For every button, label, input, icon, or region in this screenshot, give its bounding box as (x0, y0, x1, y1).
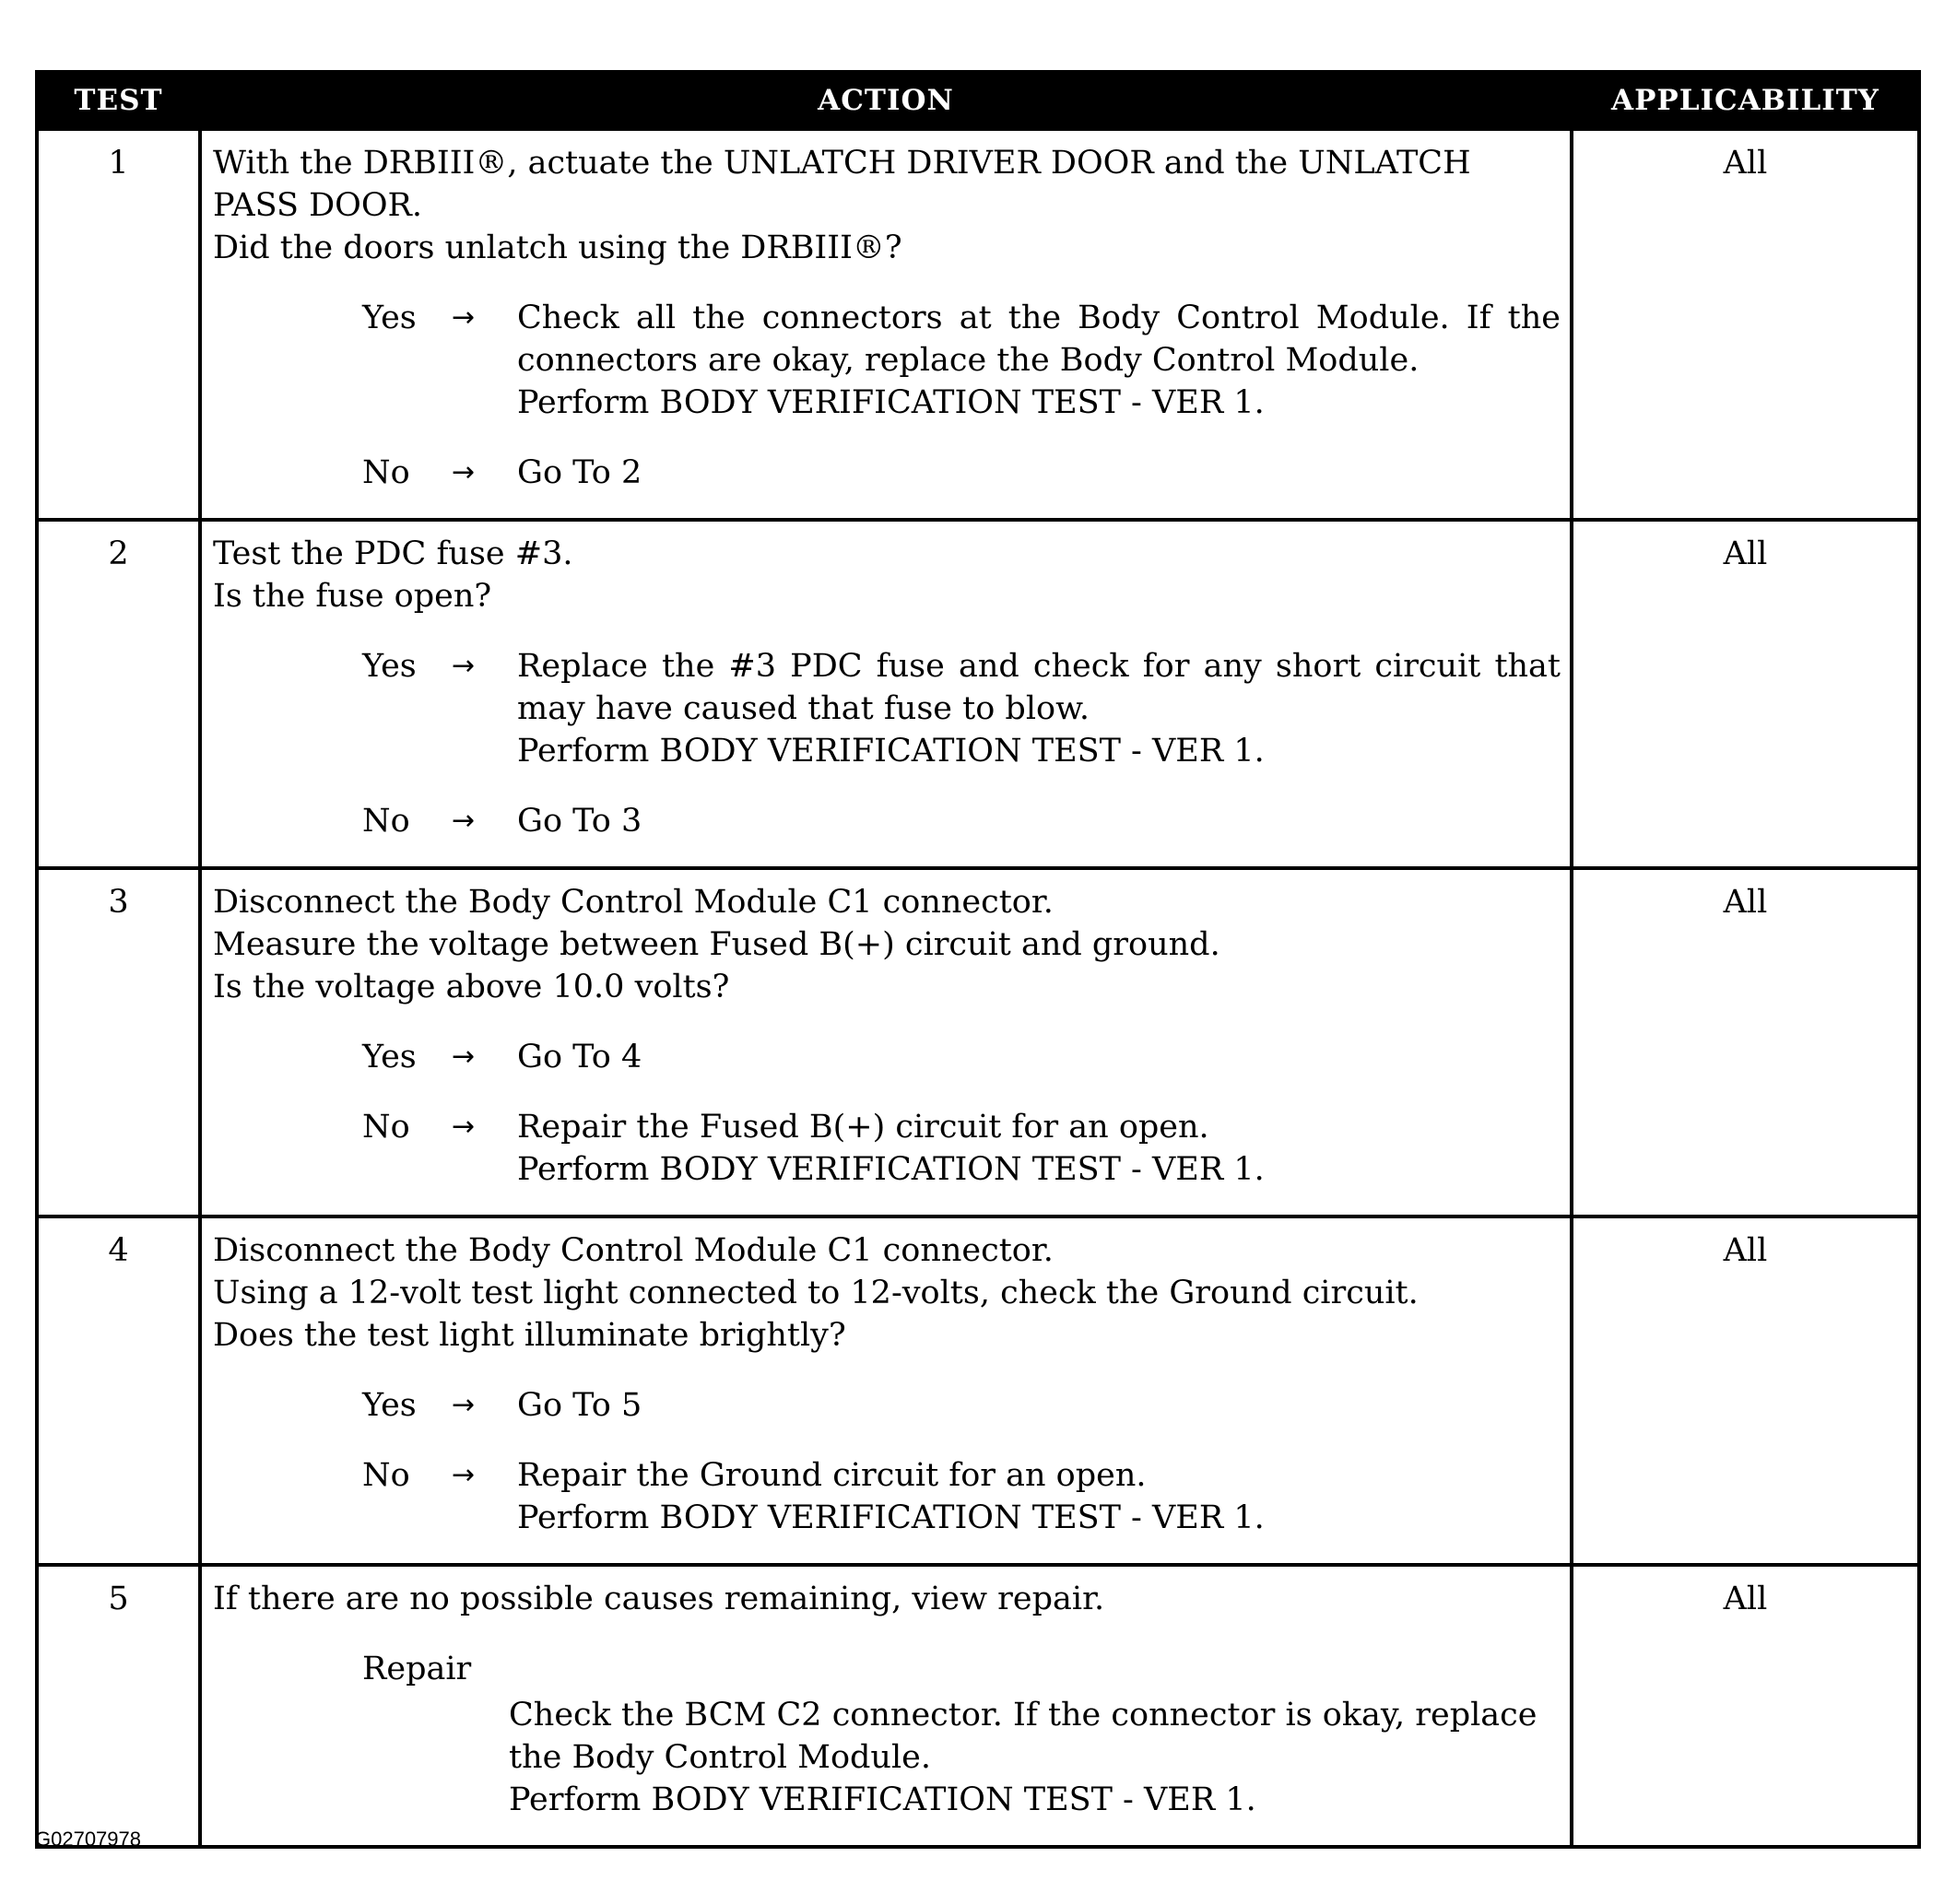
table-header-row (37, 72, 1919, 129)
no-branch (213, 1454, 1561, 1539)
arrow-right-icon: → (452, 1459, 476, 1491)
yes-label: Yes (362, 300, 417, 336)
test-number: 2 (37, 520, 200, 868)
table-row (37, 129, 1919, 520)
action-cell (200, 1565, 1572, 1847)
yes-result-line: Replace the #3 PDC fuse and check for any short circuit that may have caused that fuse to blow. (517, 648, 1561, 727)
repair-instructions (509, 1694, 1561, 1821)
table-row (37, 1565, 1919, 1847)
action-step: Using a 12-volt test light connected to 12-volts, check the Ground circuit. (213, 1275, 1419, 1311)
yes-result: Go To 5 (517, 1387, 642, 1424)
applicability-value: All (1572, 520, 1919, 868)
no-result (517, 1454, 1561, 1539)
applicability-value: All (1572, 868, 1919, 1216)
action-step: Test the PDC fuse #3. (213, 535, 573, 572)
action-step: Disconnect the Body Control Module C1 connector. (213, 884, 1054, 921)
header-action: ACTION (200, 72, 1572, 129)
table-row (37, 1216, 1919, 1565)
table-row (37, 520, 1919, 868)
action-cell (200, 1216, 1572, 1565)
repair-label: Repair (362, 1651, 472, 1687)
arrow-right-icon: → (452, 650, 476, 682)
action-question: Did the doors unlatch using the DRBIII®? (213, 229, 902, 266)
header-test: TEST (37, 72, 200, 129)
no-result (517, 1106, 1561, 1191)
no-label: No (362, 1109, 410, 1146)
action-step: Measure the voltage between Fused B(+) circuit and ground. (213, 926, 1220, 963)
yes-result-line: Check all the connectors at the Body Control Module. If the connectors are okay, replace the Body Control Module. (517, 300, 1561, 379)
no-label: No (362, 454, 410, 491)
test-number: 5 (37, 1565, 200, 1847)
header-applicability: APPLICABILITY (1572, 72, 1919, 129)
no-result-line: Perform BODY VERIFICATION TEST - VER 1. (517, 1499, 1265, 1536)
repair-line: Check the BCM C2 connector. If the connector is okay, replace the Body Control Module. (509, 1697, 1538, 1776)
applicability-value: All (1572, 129, 1919, 520)
no-result: Go To 2 (517, 454, 642, 491)
yes-result: Go To 4 (517, 1039, 642, 1075)
action-cell (200, 868, 1572, 1216)
yes-branch (213, 1384, 1561, 1427)
action-question: Is the fuse open? (213, 578, 492, 615)
applicability-value: All (1572, 1216, 1919, 1565)
no-result-line: Perform BODY VERIFICATION TEST - VER 1. (517, 1151, 1265, 1188)
arrow-right-icon: → (452, 1111, 476, 1143)
action-cell (200, 520, 1572, 868)
action-cell (200, 129, 1572, 520)
action-question: Is the voltage above 10.0 volts? (213, 969, 730, 1005)
test-number: 4 (37, 1216, 200, 1565)
yes-label: Yes (362, 1039, 417, 1075)
yes-label: Yes (362, 1387, 417, 1424)
test-number: 3 (37, 868, 200, 1216)
yes-branch (213, 1036, 1561, 1078)
applicability-value: All (1572, 1565, 1919, 1847)
no-branch (213, 800, 1561, 842)
yes-label: Yes (362, 648, 417, 685)
yes-result-line: Perform BODY VERIFICATION TEST - VER 1. (517, 384, 1265, 421)
no-label: No (362, 1457, 410, 1494)
test-number: 1 (37, 129, 200, 520)
no-branch (213, 1106, 1561, 1191)
arrow-right-icon: → (452, 301, 476, 334)
yes-branch (213, 645, 1561, 772)
arrow-right-icon: → (452, 1389, 476, 1421)
arrow-right-icon: → (452, 456, 476, 488)
no-branch (213, 452, 1561, 494)
no-result-line: Repair the Ground circuit for an open. (517, 1457, 1147, 1494)
figure-code: G02707978 (35, 1828, 141, 1851)
diagnostic-test-table (35, 70, 1921, 1849)
action-step: Disconnect the Body Control Module C1 connector. (213, 1232, 1054, 1269)
repair-line: Perform BODY VERIFICATION TEST - VER 1. (509, 1781, 1256, 1818)
yes-branch (213, 297, 1561, 424)
arrow-right-icon: → (452, 1040, 476, 1073)
table-row (37, 868, 1919, 1216)
no-label: No (362, 803, 410, 840)
no-result-line: Repair the Fused B(+) circuit for an open. (517, 1109, 1209, 1146)
action-question: Does the test light illuminate brightly? (213, 1317, 846, 1354)
yes-result-line: Perform BODY VERIFICATION TEST - VER 1. (517, 733, 1265, 770)
arrow-right-icon: → (452, 805, 476, 837)
no-result: Go To 3 (517, 803, 642, 840)
yes-result (517, 297, 1561, 424)
action-step: With the DRBIII®, actuate the UNLATCH DRIVER DOOR and the UNLATCH PASS DOOR. (213, 145, 1471, 224)
yes-result (517, 645, 1561, 772)
action-step: If there are no possible causes remaining, view repair. (213, 1581, 1105, 1617)
